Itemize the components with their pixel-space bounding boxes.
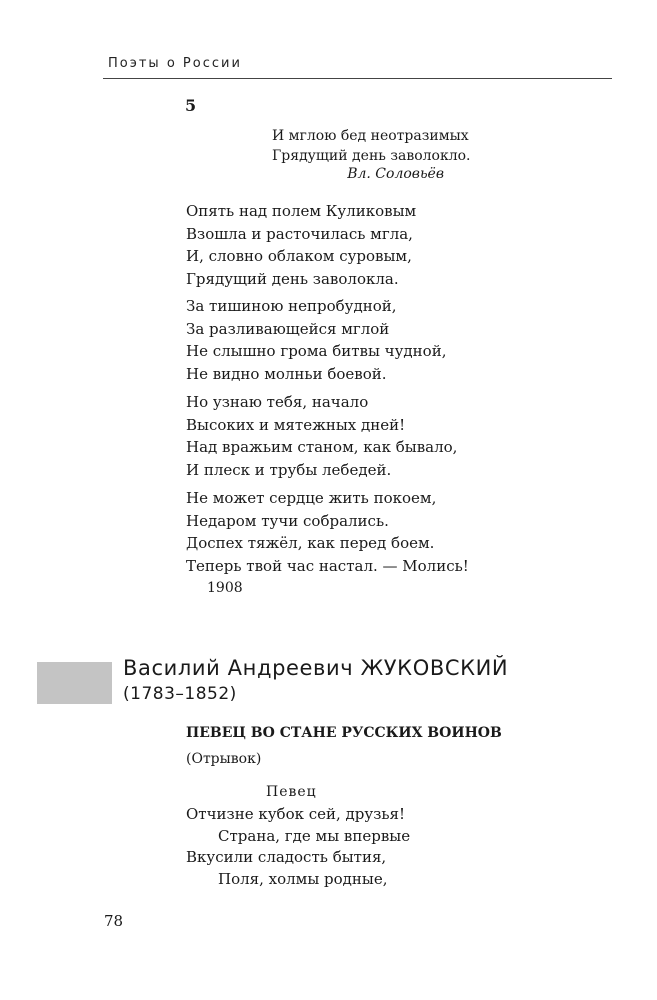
poem-line: Высоких и мятежных дней! <box>186 415 406 434</box>
author-dates: (1783–1852) <box>123 684 237 704</box>
poem-line: Опять над полем Куликовым <box>186 202 417 220</box>
poem-line: Но узнаю тебя, начало <box>186 393 369 411</box>
poem-date: 1908 <box>207 580 243 596</box>
stanza-1 <box>186 200 416 291</box>
stanza-3 <box>186 391 457 482</box>
poem-line: И плеск и трубы лебедей. <box>186 461 392 480</box>
author-name <box>123 656 508 680</box>
poem-line: Страна, где мы впервые <box>218 826 411 845</box>
poem-line: Отчизне кубок сей, друзья! <box>186 805 406 823</box>
poem-line: Поля, холмы родные, <box>218 869 388 888</box>
epigraph <box>272 126 471 166</box>
epigraph-author: Вл. Соловьёв <box>347 166 444 182</box>
author-first-names: Василий Андреевич <box>123 656 354 680</box>
epigraph-line: Грядущий день заволокло. <box>272 148 471 164</box>
song-excerpt <box>186 804 410 890</box>
page-number: 78 <box>104 912 124 930</box>
work-title: ПЕВЕЦ ВО СТАНЕ РУССКИХ ВОИНОВ <box>186 725 502 741</box>
speaker-label: Певец <box>266 784 317 800</box>
epigraph-line: И мглою бед неотразимых <box>272 128 469 144</box>
work-subtitle: (Отрывок) <box>186 751 262 767</box>
poem-line: Вкусили сладость бытия, <box>186 848 387 866</box>
poem-line: За разливающейся мглой <box>186 319 390 338</box>
poem-line: Доспех тяжёл, как перед боем. <box>186 534 435 553</box>
poem-line: Недаром тучи собрались. <box>186 511 389 530</box>
poem-line: Не может сердце жить покоем, <box>186 489 437 507</box>
stanza-2 <box>186 295 446 386</box>
poem-line: За тишиною непробудной, <box>186 297 397 315</box>
author-marker-block <box>37 662 112 704</box>
poem-line: Не видно молньи боевой. <box>186 365 387 384</box>
poem-line: И, словно облаком суровым, <box>186 247 412 266</box>
poem-line: Теперь твой час настал. — Молись! <box>186 557 469 576</box>
stanza-4 <box>186 487 469 578</box>
author-surname: ЖУКОВСКИЙ <box>360 656 509 680</box>
section-number: 5 <box>185 96 197 115</box>
poem-line: Взошла и расточилась мгла, <box>186 224 413 243</box>
poem-line: Грядущий день заволокла. <box>186 270 399 289</box>
poem-line: Не слышно грома битвы чудной, <box>186 342 447 361</box>
running-head: Поэты о России <box>108 56 242 71</box>
header-rule <box>103 78 612 79</box>
poem-line: Над вражьим станом, как бывало, <box>186 438 458 457</box>
